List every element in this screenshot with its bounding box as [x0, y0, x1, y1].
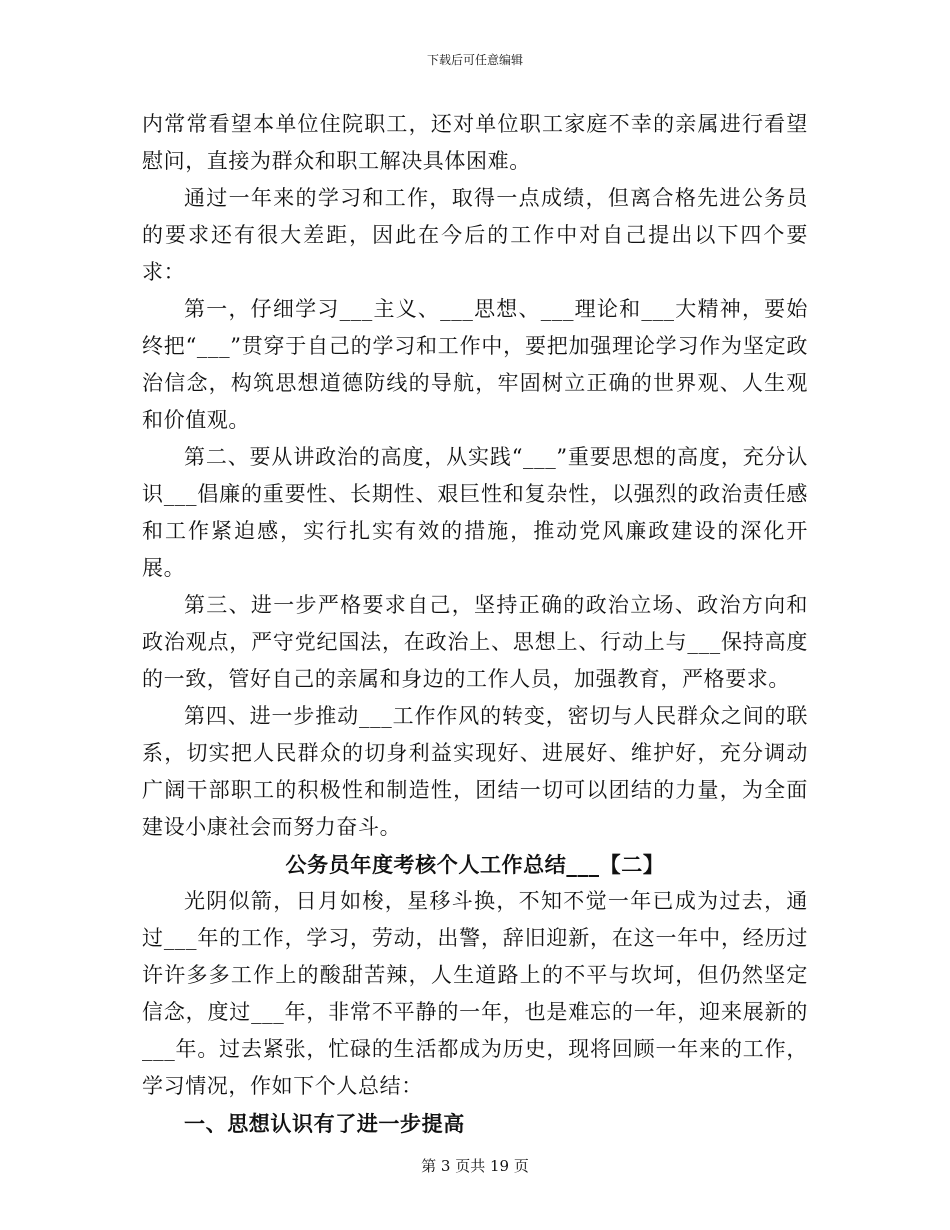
- section-heading: 一、思想认识有了进一步提高: [184, 1111, 465, 1136]
- section-title: 公务员年度考核个人工作总结___【二】: [285, 852, 665, 877]
- paragraph-requirement-3: 第三、进一步严格要求自己，坚持正确的政治立场、政治方向和政治观点，严守党纪国法，在政治上、思想上、行动上与___保持高度的一致，管好自己的亲属和身边的工作人员，加强教育，严格要求。: [142, 593, 808, 691]
- page-header: 下载后可任意编辑: [426, 53, 523, 67]
- paragraph-continuation: 内常常看望本单位住院职工，还对单位职工家庭不幸的亲属进行看望慰问，直接为群众和职工解决具体困难。: [142, 112, 808, 173]
- paragraph-requirement-2: 第二、要从讲政治的高度，从实践“___”重要思想的高度，充分认识___倡廉的重要性、长期性、艰巨性和复杂性，以强烈的政治责任感和工作紧迫感，实行扎实有效的措施，推动党风廉政建设的深化开展。: [142, 445, 808, 580]
- paragraph-requirement-1: 第一，仔细学习___主义、___思想、___理论和___大精神，要始终把“___”贯穿于自己的学习和工作中，要把加强理论学习作为坚定政治信念，构筑思想道德防线的导航，牢固树立正确的世界观、人生观和价值观。: [142, 297, 808, 432]
- page-number: 第 3 页共 19 页: [421, 1157, 529, 1175]
- document-body: [142, 106, 808, 1142]
- paragraph-requirements-intro: 通过一年来的学习和工作，取得一点成绩，但离合格先进公务员的要求还有很大差距，因此在今后的工作中对自己提出以下四个要求：: [142, 186, 808, 284]
- paragraph-summary-intro: 光阴似箭，日月如梭，星移斗换，不知不觉一年已成为过去，通过___年的工作，学习，劳动，出警，辞旧迎新，在这一年中，经历过许许多多工作上的酸甜苦辣，人生道路上的不平与坎坷，但仍然坚定信念，度过___年，非常不平静的一年，也是难忘的一年，迎来展新的___年。过去紧张，忙碌的生活都成为历史，现将回顾一年来的工作，学习情况，作如下个人总结：: [142, 889, 808, 1098]
- paragraph-requirement-4: 第四、进一步推动___工作作风的转变，密切与人民群众之间的联系，切实把人民群众的切身利益实现好、进展好、维护好，充分调动广阔干部职工的积极性和制造性，团结一切可以团结的力量，为全面建设小康社会而努力奋斗。: [142, 704, 808, 839]
